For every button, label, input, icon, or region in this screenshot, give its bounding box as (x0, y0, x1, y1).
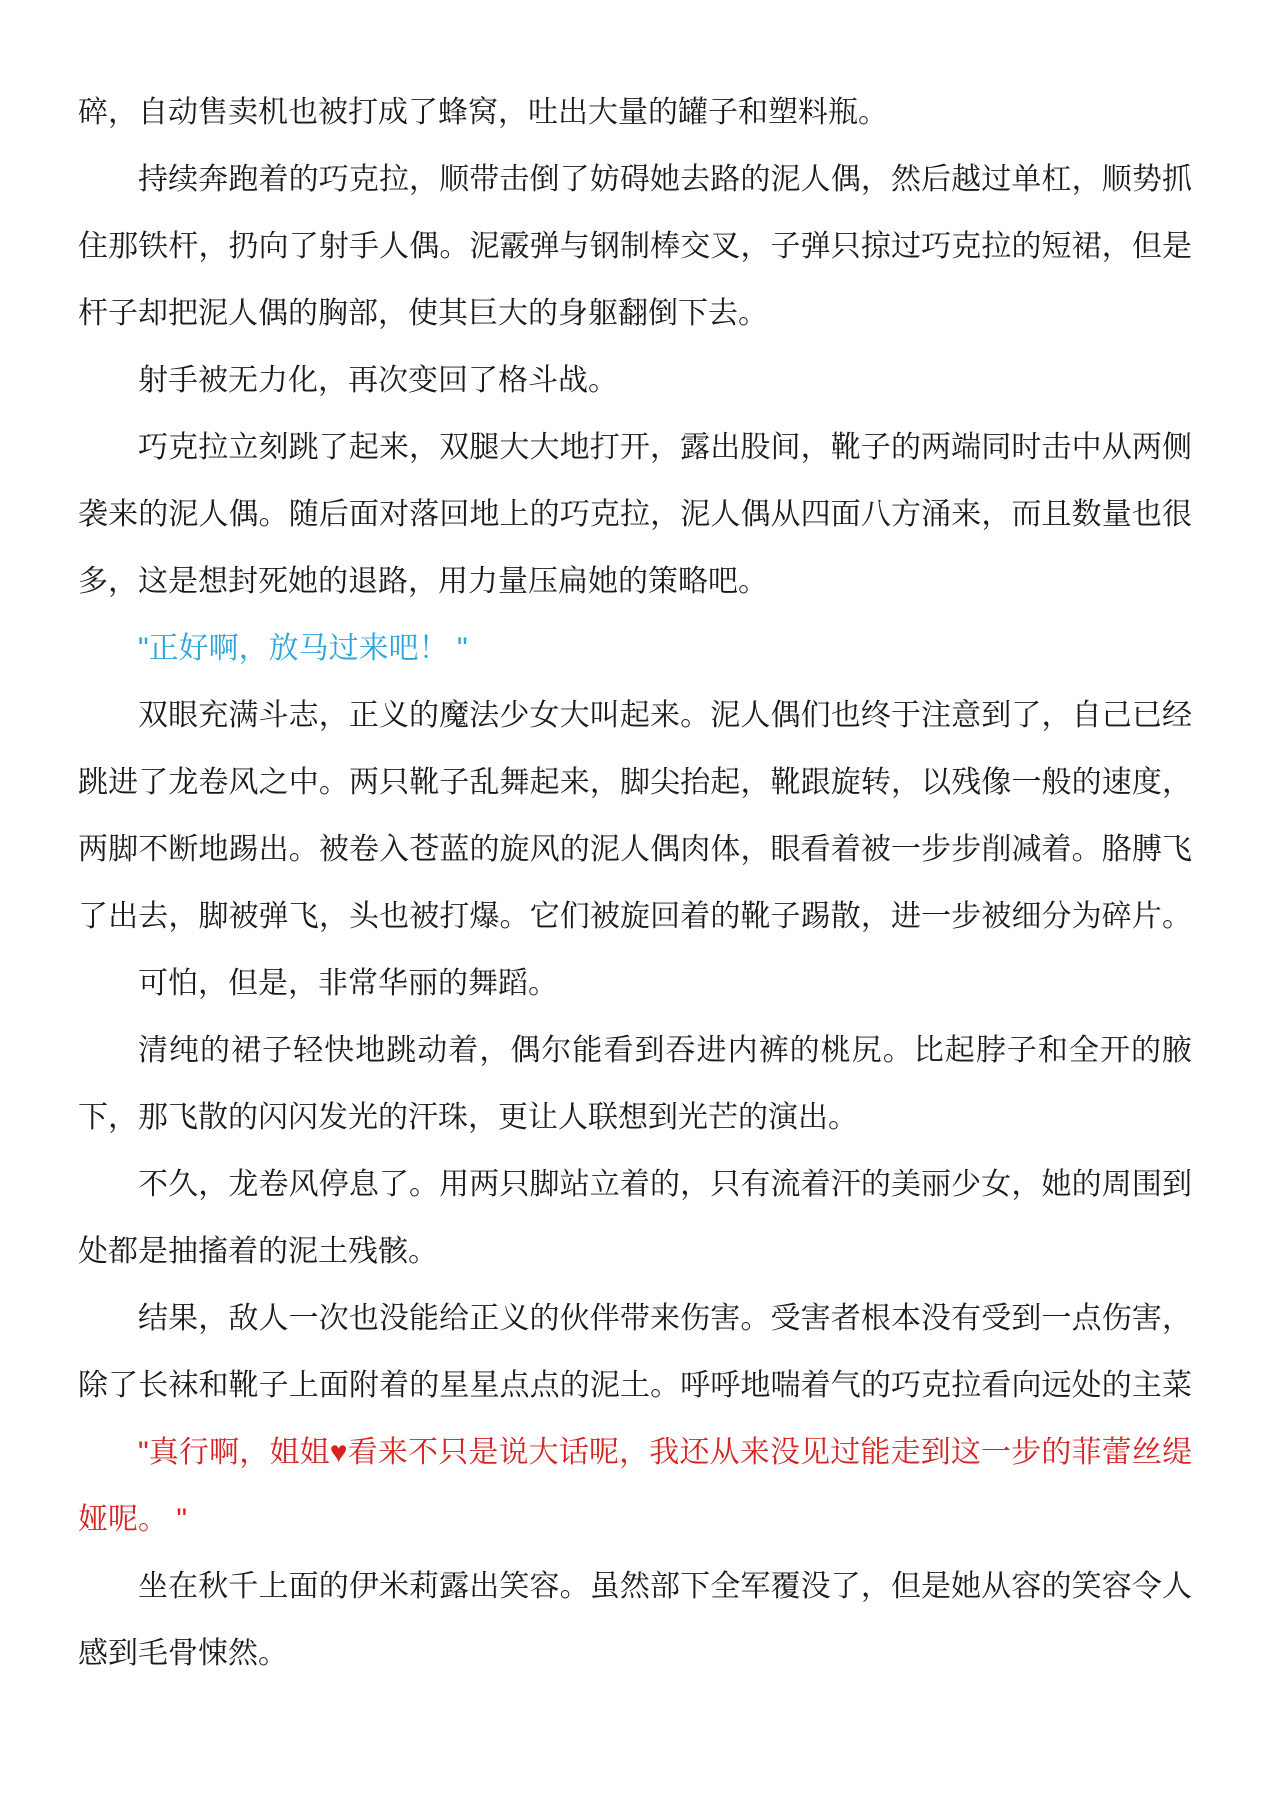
text-line: 处都是抽搐着的泥土残骸。 (78, 1235, 438, 1268)
text-line: "真行啊，姐姐♥看来不只是说大话呢，我还从来没见过能走到这一步的菲蕾丝缇 (138, 1436, 1192, 1469)
text-line: 射手被无力化，再次变回了格斗战。 (138, 364, 618, 397)
text-line: 不久，龙卷风停息了。用两只脚站立着的，只有流着汗的美丽少女，她的周围到 (138, 1168, 1192, 1201)
text-line: 娅呢。 " (78, 1503, 187, 1536)
text-line: 碎，自动售卖机也被打成了蜂窝，吐出大量的罐子和塑料瓶。 (78, 96, 888, 129)
text-line: 住那铁杆，扔向了射手人偶。泥霰弹与钢制棒交叉，子弹只掠过巧克拉的短裙，但是 (78, 230, 1192, 263)
text-line: 巧克拉立刻跳了起来，双腿大大地打开，露出股间，靴子的两端同时击中从两侧 (138, 431, 1192, 464)
text-line: 可怕，但是，非常华丽的舞蹈。 (138, 967, 558, 1000)
text-line: "正好啊，放马过来吧！ " (138, 632, 468, 665)
text-line: 结果，敌人一次也没能给正义的伙伴带来伤害。受害者根本没有受到一点伤害， (138, 1302, 1192, 1335)
text-line: 持续奔跑着的巧克拉，顺带击倒了妨碍她去路的泥人偶，然后越过单杠，顺势抓 (138, 163, 1192, 196)
text-line: 感到毛骨悚然。 (78, 1637, 288, 1670)
text-line: 袭来的泥人偶。随后面对落回地上的巧克拉，泥人偶从四面八方涌来，而且数量也很 (78, 498, 1192, 531)
text-line: 除了长袜和靴子上面附着的星星点点的泥土。呼呼地喘着气的巧克拉看向远处的主菜 (78, 1369, 1192, 1402)
text-line: 多，这是想封死她的退路，用力量压扁她的策略吧。 (78, 565, 768, 598)
page-text (78, 79, 1192, 1687)
text-line: 杆子却把泥人偶的胸部，使其巨大的身躯翻倒下去。 (78, 297, 768, 330)
text-line: 清纯的裙子轻快地跳动着，偶尔能看到吞进内裤的桃尻。比起脖子和全开的腋 (138, 1034, 1192, 1067)
text-line: 双眼充满斗志，正义的魔法少女大叫起来。泥人偶们也终于注意到了，自己已经 (138, 699, 1192, 732)
text-line: 两脚不断地踢出。被卷入苍蓝的旋风的泥人偶肉体，眼看着被一步步削减着。胳膊飞 (78, 833, 1192, 866)
text-line: 了出去，脚被弹飞，头也被打爆。它们被旋回着的靴子踢散，进一步被细分为碎片。 (78, 900, 1192, 933)
text-line: 坐在秋千上面的伊米莉露出笑容。虽然部下全军覆没了，但是她从容的笑容令人 (138, 1570, 1192, 1603)
text-line: 跳进了龙卷风之中。两只靴子乱舞起来，脚尖抬起，靴跟旋转，以残像一般的速度， (78, 766, 1192, 799)
text-line: 下，那飞散的闪闪发光的汗珠，更让人联想到光芒的演出。 (78, 1101, 858, 1134)
